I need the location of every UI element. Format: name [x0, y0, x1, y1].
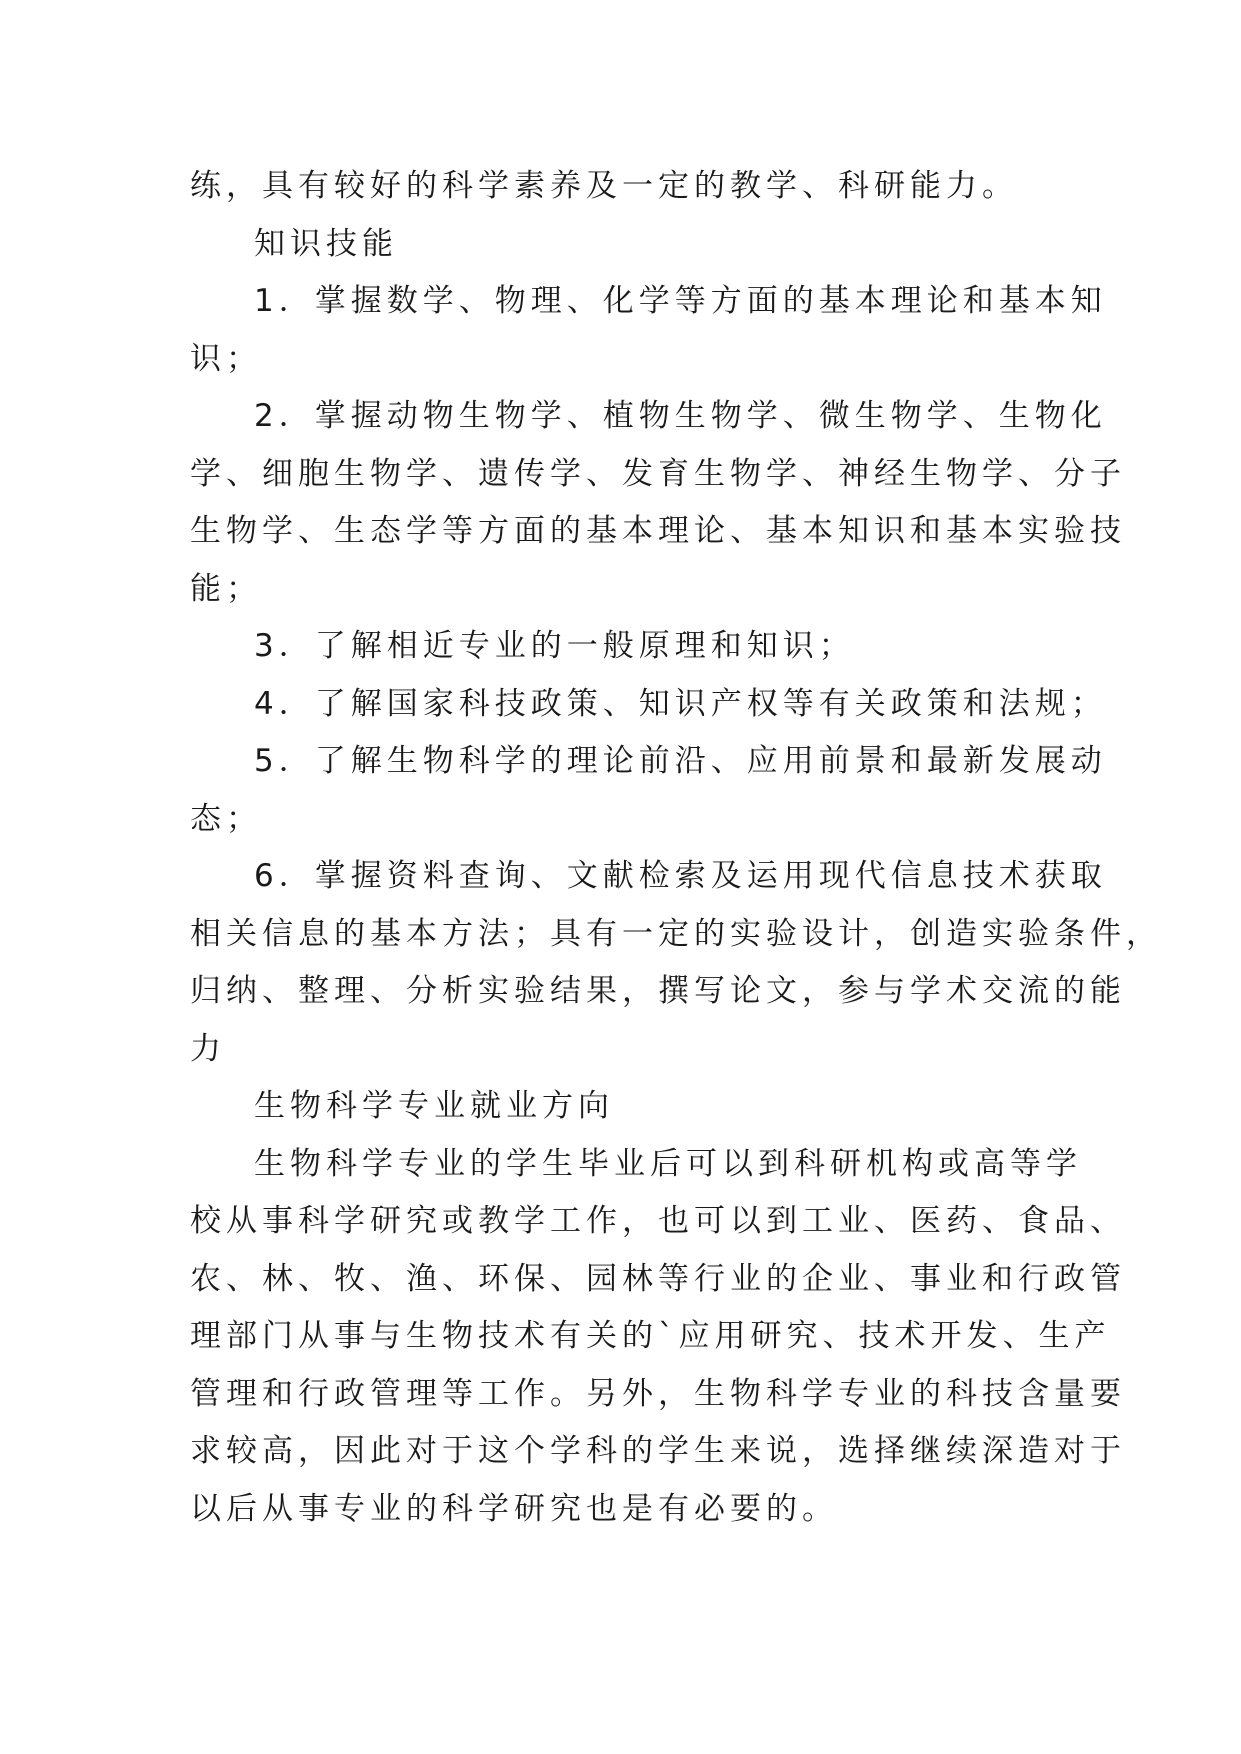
text-line: 理部门从事与生物技术有关的`应用研究、技术开发、生产: [190, 1318, 1111, 1354]
text-line: 能；: [190, 570, 262, 607]
list-item-1: 1．掌握数学、物理、化学等方面的基本理论和基本知: [254, 283, 1107, 319]
section-heading-employment: 生物科学专业就业方向: [254, 1088, 614, 1124]
paragraph-start: 生物科学专业的学生毕业后可以到科研机构或高等学: [254, 1145, 1082, 1182]
text-line: 管理和行政管理等工作。另外，生物科学专业的科技含量要: [190, 1375, 1126, 1412]
text-line: 力: [190, 1030, 226, 1067]
text-line: 归纳、整理、分析实验结果，撰写论文，参与学术交流的能: [190, 973, 1126, 1009]
text-line: 校从事科学研究或教学工作，也可以到工业、医药、食品、: [190, 1203, 1126, 1239]
text-line: 相关信息的基本方法；具有一定的实验设计，创造实验条件，: [190, 915, 1162, 952]
list-item-6: 6．掌握资料查询、文献检索及运用现代信息技术获取: [254, 858, 1107, 894]
text-line: 以后从事专业的科学研究也是有必要的。: [190, 1490, 838, 1527]
text-line: 识；: [190, 340, 262, 377]
text-line: 生物学、生态学等方面的基本理论、基本知识和基本实验技: [190, 513, 1126, 549]
text-line: 求较高，因此对于这个学科的学生来说，选择继续深造对于: [190, 1433, 1126, 1469]
document-body: [190, 158, 1162, 1538]
text-line: 学、细胞生物学、遗传学、发育生物学、神经生物学、分子: [190, 455, 1126, 492]
text-line: 练，具有较好的科学素养及一定的教学、科研能力。: [190, 168, 1018, 204]
list-item-3: 3．了解相近专业的一般原理和知识；: [254, 628, 855, 664]
text-line: 农、林、牧、渔、环保、园林等行业的企业、事业和行政管: [190, 1260, 1126, 1297]
section-heading-knowledge-skills: 知识技能: [254, 225, 398, 262]
list-item-2: 2．掌握动物生物学、植物生物学、微生物学、生物化: [254, 398, 1107, 434]
list-item-4: 4．了解国家科技政策、知识产权等有关政策和法规；: [254, 685, 1107, 722]
list-item-5: 5．了解生物科学的理论前沿、应用前景和最新发展动: [254, 743, 1107, 779]
text-line: 态；: [190, 800, 262, 837]
